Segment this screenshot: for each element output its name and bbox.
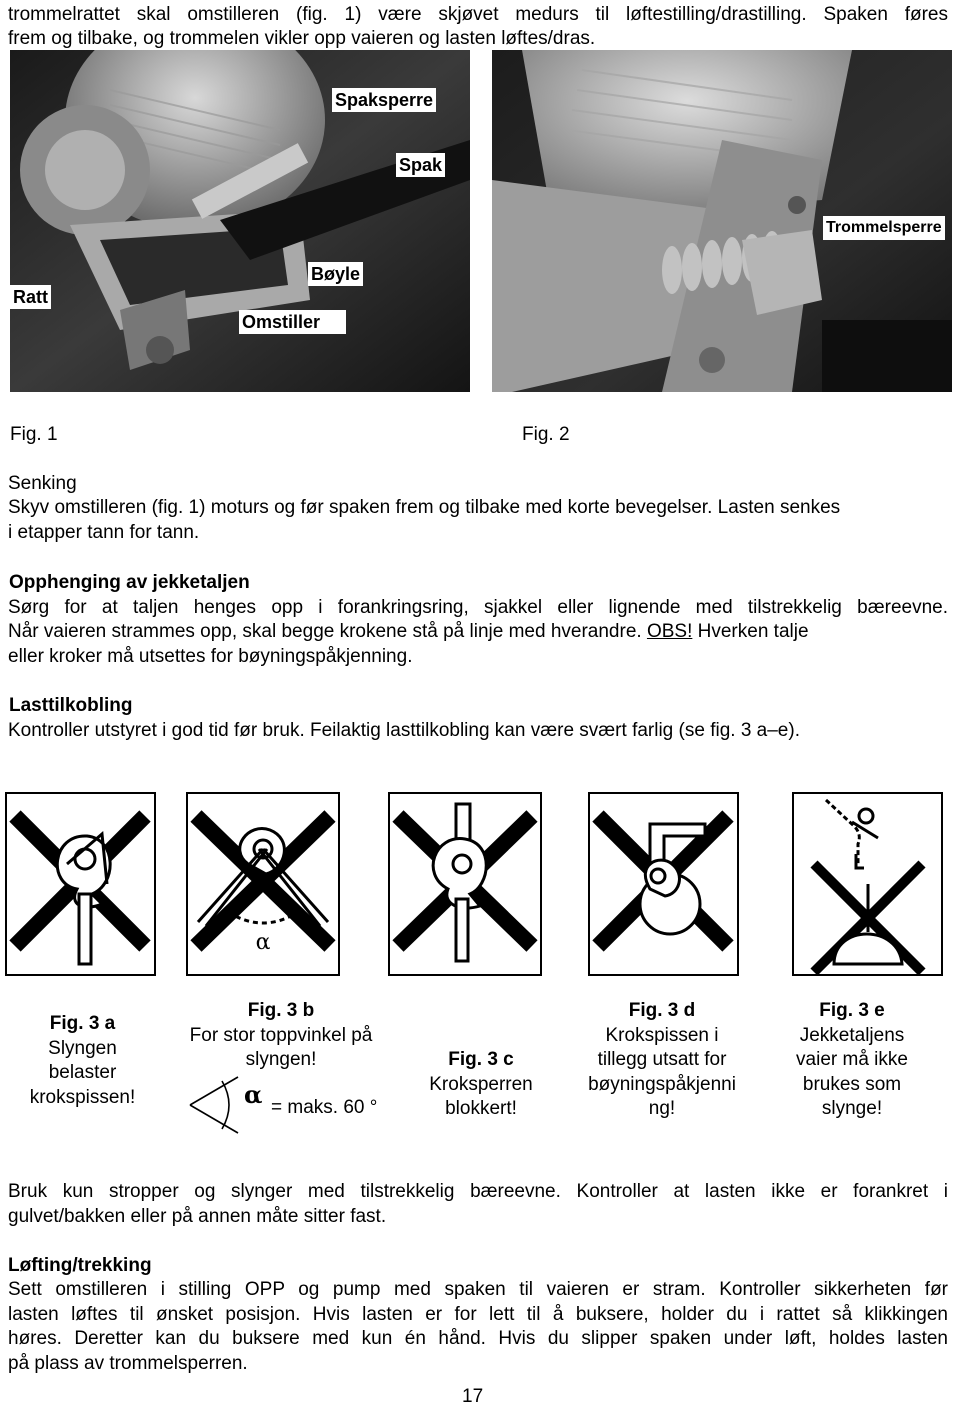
fig3a-line: belaster — [48, 1062, 117, 1083]
fig3e-line: brukes som — [802, 1073, 902, 1095]
fig3d-line: ng! — [648, 1098, 676, 1119]
fig3e-line: slynge! — [821, 1098, 883, 1119]
lofting-heading: Løfting/trekking — [8, 1255, 152, 1276]
fig3a-title: Fig. 3 a — [49, 1013, 116, 1034]
intro-line-1: trommelrattet skal omstilleren (fig. 1) være skjøvet medurs til løftestilling/drastilling. Spaken føres — [8, 4, 948, 25]
fig3b-drawing — [186, 792, 340, 976]
fig3e-drawing — [792, 792, 943, 976]
fig3b-caption — [172, 999, 390, 1073]
fig3d-line: Krokspissen i — [605, 1024, 719, 1046]
opphenging-heading: Opphenging av jekketaljen — [9, 572, 250, 593]
fig3c-title: Fig. 3 c — [448, 1049, 514, 1070]
fig3b-alpha-glyph: α — [255, 930, 271, 955]
page-number: 17 — [462, 1386, 484, 1407]
label-spak: Spak — [396, 153, 445, 177]
opphenging-line-3: eller kroker må utsettes for bøyningspåkjenning. — [8, 646, 413, 667]
fig3d-title: Fig. 3 d — [628, 1000, 696, 1021]
fig2-caption: Fig. 2 — [522, 424, 570, 445]
senking-heading: Senking — [8, 473, 77, 494]
fig3a-line: krokspissen! — [29, 1086, 136, 1108]
fig3b-title: Fig. 3 b — [247, 1000, 315, 1021]
fig3c-line: Kroksperren — [429, 1073, 533, 1095]
fig3b-line: For stor toppvinkel på — [189, 1024, 373, 1046]
fig1-photo — [10, 50, 470, 392]
fig3a-drawing — [5, 792, 156, 976]
label-trommelsperre: Trommelsperre — [823, 216, 945, 240]
fig3b-alpha-note: = maks. 60 ° — [271, 1097, 378, 1118]
fig3b-line: slyngen! — [245, 1049, 317, 1070]
fig2-photo — [492, 50, 952, 392]
opphenging-line-1: Sørg for at taljen henges opp i forankringsring, sjakkel eller lignende med tilstrekkelig bæreevne. — [8, 597, 948, 618]
senking-line-2: i etapper tann for tann. — [8, 522, 200, 543]
fig3d-drawing — [588, 792, 739, 976]
senking-line-1: Skyv omstilleren (fig. 1) moturs og før spaken frem og tilbake med korte bevegelser. Lasten senkes — [8, 497, 841, 518]
fig3e-line: vaier må ikke — [796, 1049, 908, 1070]
lasttilkobling-line-1: Kontroller utstyret i god tid før bruk. Feilaktig lasttilkobling kan være svært farlig (se fig. 3 a–e). — [8, 720, 800, 741]
fig3e-line: Jekketaljens — [799, 1024, 905, 1046]
lofting-line-4: på plass av trommelsperren. — [8, 1353, 248, 1374]
fig3c-line: blokkert! — [445, 1098, 517, 1119]
intro-line-2: frem og tilbake, og trommelen vikler opp vaieren og lasten løftes/dras. — [8, 28, 596, 49]
lofting-line-3: høres. Deretter kan du buksere med kun én hånd. Hvis du slipper spaken under løft, holdes lasten — [8, 1328, 948, 1349]
opphenging-line-2-a: Når vaieren strammes opp, skal begge krokene stå på linje med hverandre. — [8, 621, 647, 642]
lofting-line-1: Sett omstilleren i stilling OPP og pump med spaken til vaieren er stram. Kontroller sikkerheten før — [8, 1279, 948, 1300]
fig3e-title: Fig. 3 e — [819, 1000, 885, 1021]
fig3a-line: Slyngen — [48, 1037, 117, 1059]
fig3b-angle-alpha: α — [244, 1080, 263, 1109]
bruk-line-1: Bruk kun stropper og slynger med tilstrekkelig bæreevne. Kontroller at lasten ikke er forankret i — [8, 1181, 948, 1202]
lofting-line-2: lasten løftes til ønsket posisjon. Hvis lasten er for lett til å buksere, holder du i rattet så klikkingen — [8, 1304, 948, 1325]
obs-text: OBS! — [646, 621, 693, 642]
label-spaksperre: Spaksperre — [332, 88, 436, 112]
fig3c-drawing — [388, 792, 542, 976]
opphenging-line-2 — [8, 620, 809, 645]
lasttilkobling-heading: Lasttilkobling — [9, 695, 133, 716]
fig3d-line: tillegg utsatt for — [597, 1049, 727, 1070]
fig3d-line: bøyningspåkjenni — [588, 1073, 736, 1095]
label-ratt: Ratt — [10, 285, 51, 309]
opphenging-line-2-b: Hverken talje — [692, 621, 809, 642]
fig3d-caption — [572, 999, 752, 1122]
fig3b-angle-icon — [186, 1073, 266, 1135]
fig1-caption: Fig. 1 — [10, 424, 58, 445]
bruk-line-2: gulvet/bakken eller på annen måte sitter fast. — [8, 1206, 387, 1227]
label-boyle: Bøyle — [308, 262, 363, 286]
label-omstiller: Omstiller — [239, 310, 346, 334]
fig3e-caption — [772, 999, 932, 1122]
fig3c-caption — [408, 1048, 554, 1122]
fig3a-caption — [10, 1012, 155, 1110]
